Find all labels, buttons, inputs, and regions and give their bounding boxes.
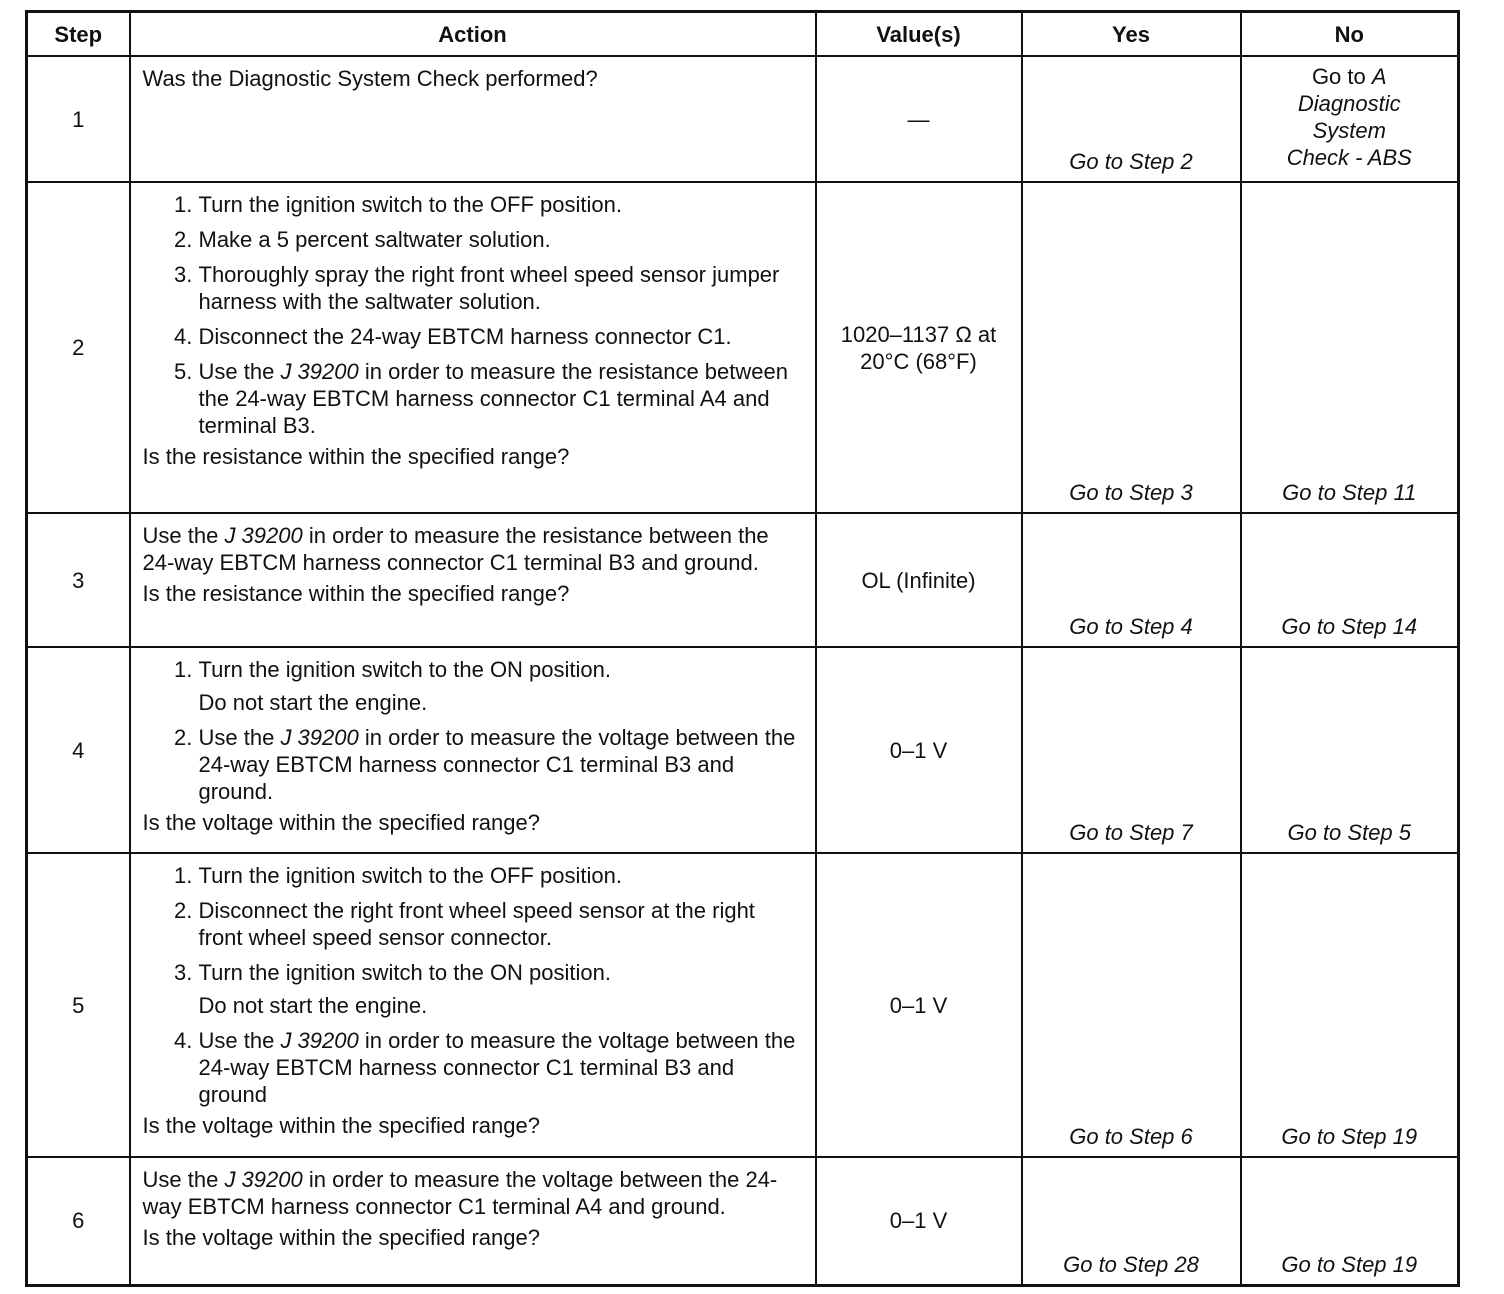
instruction-text [143, 1166, 805, 1220]
value-line-1: 1020–1137 Ω at [840, 321, 997, 347]
question-text: Was the Diagnostic System Check performed? [142, 66, 598, 91]
list-item [199, 959, 805, 1019]
no-cell: Go to Step 19 [1241, 853, 1459, 1157]
no-cell: Go to Step 14 [1241, 513, 1459, 647]
no-cell [1241, 56, 1459, 182]
step-number: 1 [27, 56, 130, 182]
yes-cell: Go to Step 6 [1022, 853, 1241, 1157]
header-no: No [1241, 12, 1459, 57]
no-cell: Go to Step 11 [1241, 182, 1459, 513]
table-row-step-2 [27, 182, 1459, 513]
item-text: in order to measure the voltage between the 24-way EBTCM harness connector C1 terminal B3 and ground [198, 1028, 796, 1107]
item-text: in order to measure the voltage between the 24-way EBTCM harness connector C1 terminal B3 and ground. [198, 725, 796, 804]
yes-cell: Go to Step 7 [1022, 647, 1241, 853]
header-step: Step [27, 12, 130, 57]
no-link-text: A [1371, 64, 1387, 89]
no-line-1 [1242, 63, 1458, 90]
item-text: Use the [198, 1028, 281, 1053]
value-line-2: 20°C (68°F) [860, 348, 977, 374]
no-line-2: Diagnostic [1297, 91, 1401, 116]
question-text: Is the resistance within the specified range? [142, 444, 570, 469]
step-number: 3 [27, 513, 130, 647]
note-text: Do not start the engine. [198, 690, 428, 715]
action-cell [130, 182, 816, 513]
no-cell: Go to Step 5 [1241, 647, 1459, 853]
list-item: 1. Turn the ignition switch to the OFF position. [199, 191, 805, 218]
header-values: Value(s) [816, 12, 1022, 57]
instruction-list [143, 191, 805, 439]
value-cell: 0–1 V [816, 647, 1022, 853]
step-number: 6 [27, 1157, 130, 1285]
instruction-list [143, 656, 805, 805]
tool-reference: J 39200 [280, 725, 359, 750]
value-cell: OL (Infinite) [816, 513, 1022, 647]
item-text: Use the [198, 725, 281, 750]
action-cell [130, 853, 816, 1157]
list-item: 2. Disconnect the right front wheel speed sensor at the right front wheel speed sensor connector. [199, 897, 805, 951]
item-text: Turn the ignition switch to the ON position. [198, 657, 611, 682]
action-cell [130, 56, 816, 182]
question-text: Is the voltage within the specified range? [142, 1113, 540, 1138]
yes-cell: Go to Step 28 [1022, 1157, 1241, 1285]
list-item: 1. Turn the ignition switch to the OFF position. [199, 862, 805, 889]
list-item: 2. Make a 5 percent saltwater solution. [199, 226, 805, 253]
table-row-step-4 [27, 647, 1459, 853]
list-item [199, 1027, 805, 1108]
table-row-step-1 [27, 56, 1459, 182]
value-cell: — [816, 56, 1022, 182]
item-text: in order to measure the resistance between the 24-way EBTCM harness connector C1 terminal A4 and terminal B3. [198, 359, 788, 438]
no-line-4: Check - ABS [1286, 145, 1412, 170]
table-row-step-6 [27, 1157, 1459, 1285]
question-text: Is the resistance within the specified range? [142, 581, 570, 606]
tool-reference: J 39200 [280, 1028, 359, 1053]
diagnostic-table [25, 10, 1460, 1287]
no-cell: Go to Step 19 [1241, 1157, 1459, 1285]
table-row-step-5 [27, 853, 1459, 1157]
step-number: 2 [27, 182, 130, 513]
yes-cell: Go to Step 2 [1022, 56, 1241, 182]
no-text: Go to [1311, 64, 1372, 89]
no-line-3: System [1312, 118, 1386, 143]
item-text: Use the [198, 359, 281, 384]
instruction-text [143, 522, 805, 576]
question-text: Is the voltage within the specified range? [142, 1225, 540, 1250]
item-text: in order to measure the resistance between the 24-way EBTCM harness connector C1 terminal B3 and ground. [142, 523, 769, 575]
tool-reference: J 39200 [224, 1167, 303, 1192]
value-cell [816, 182, 1022, 513]
step-number: 5 [27, 853, 130, 1157]
action-cell [130, 513, 816, 647]
header-yes: Yes [1022, 12, 1241, 57]
step-number: 4 [27, 647, 130, 853]
table-row-step-3 [27, 513, 1459, 647]
list-item: 3. Thoroughly spray the right front wheel speed sensor jumper harness with the saltwater solution. [199, 261, 805, 315]
list-item: 4. Disconnect the 24-way EBTCM harness connector C1. [199, 323, 805, 350]
value-cell: 0–1 V [816, 1157, 1022, 1285]
list-item [199, 358, 805, 439]
tool-reference: J 39200 [280, 359, 359, 384]
value-cell: 0–1 V [816, 853, 1022, 1157]
action-cell [130, 647, 816, 853]
header-action: Action [130, 12, 816, 57]
yes-cell: Go to Step 3 [1022, 182, 1241, 513]
item-text: in order to measure the voltage between the 24-way EBTCM harness connector C1 terminal A4 and ground. [142, 1167, 778, 1219]
list-item [199, 724, 805, 805]
question-text: Is the voltage within the specified range? [142, 810, 540, 835]
instruction-list [143, 862, 805, 1108]
tool-reference: J 39200 [224, 523, 303, 548]
note-text: Do not start the engine. [198, 993, 428, 1018]
yes-cell: Go to Step 4 [1022, 513, 1241, 647]
item-text: Turn the ignition switch to the ON position. [198, 960, 611, 985]
action-cell [130, 1157, 816, 1285]
list-item [199, 656, 805, 716]
item-text: Use the [142, 523, 225, 548]
header-row [27, 12, 1459, 57]
item-text: Use the [142, 1167, 225, 1192]
